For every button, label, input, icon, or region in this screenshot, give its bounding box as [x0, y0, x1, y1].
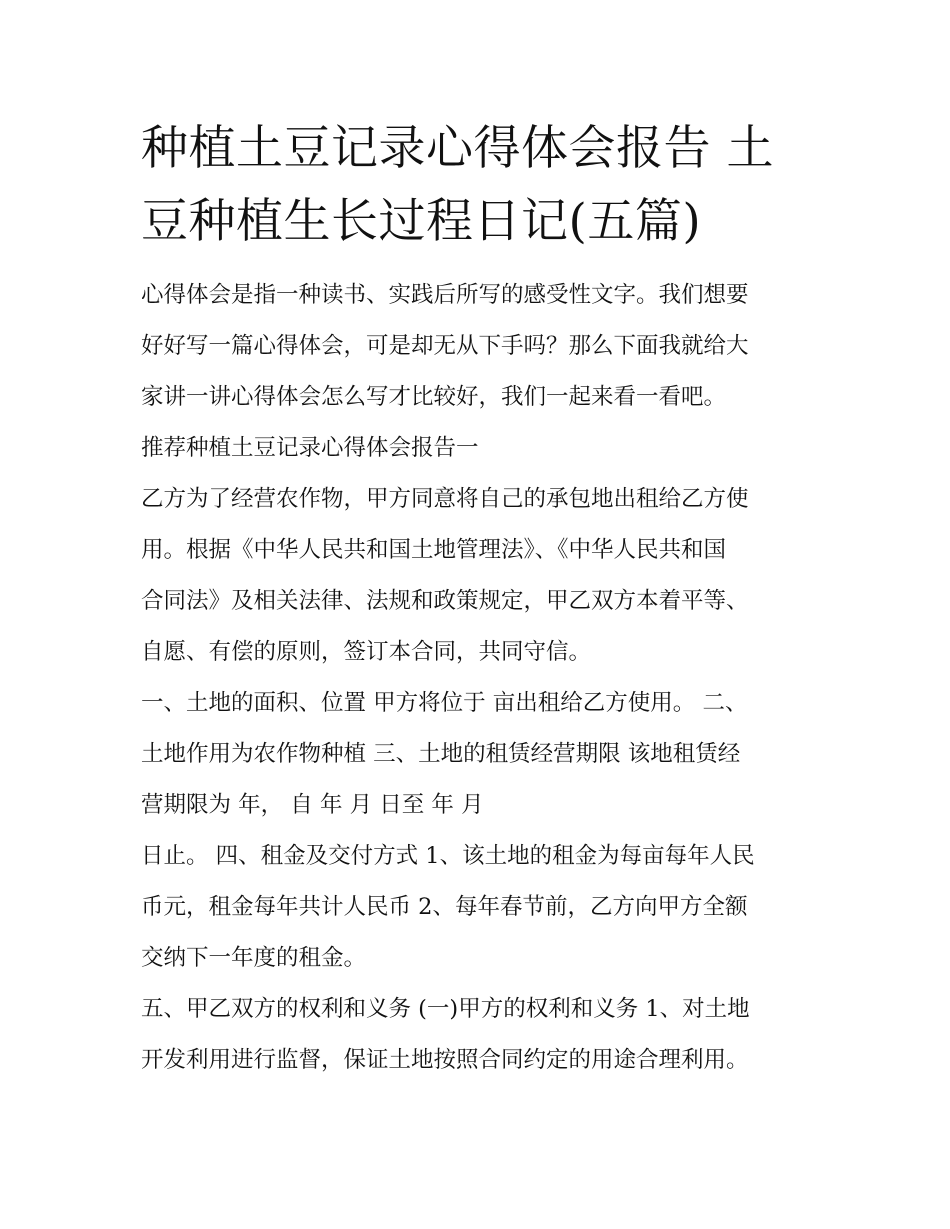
text-line: 营期限为 年， 自 年 月 日至 年 月	[141, 792, 484, 818]
text-line: 开发利用进行监督，保证土地按照合同约定的用途合理利用。	[141, 1047, 749, 1073]
text-line: 日止。 四、租金及交付方式 1、该土地的租金为每亩每年人民	[141, 843, 755, 869]
text-line: 推荐种植土豆记录心得体会报告一	[141, 435, 479, 461]
document-page	[141, 112, 813, 1086]
text-line: 好好写一篇心得体会，可是却无从下手吗？那么下面我就给大	[141, 333, 749, 359]
contract-paragraph-4	[141, 984, 813, 1086]
title-line: 豆种植生长过程日记(五篇)	[141, 194, 702, 249]
intro-paragraph	[141, 270, 813, 423]
text-line: 交纳下一年度的租金。	[141, 945, 367, 971]
title-line: 种植土豆记录心得体会报告 土	[141, 121, 774, 176]
contract-paragraph-1	[141, 474, 813, 678]
text-line: 心得体会是指一种读书、实践后所写的感受性文字。我们想要	[141, 282, 749, 308]
text-line: 乙方为了经营农作物，甲方同意将自己的承包地出租给乙方使	[141, 486, 749, 512]
text-line: 土地作用为农作物种植 三、土地的租赁经营期限 该地租赁经	[141, 741, 741, 767]
contract-paragraph-2	[141, 678, 813, 831]
text-line: 家讲一讲心得体会怎么写才比较好，我们一起来看一看吧。	[141, 384, 727, 410]
text-line: 一、土地的面积、位置 甲方将位于 亩出租给乙方使用。 二、	[141, 690, 748, 716]
text-line: 五、甲乙双方的权利和义务 (一)甲方的权利和义务 1、对土地	[141, 996, 750, 1022]
section-heading	[141, 423, 813, 474]
text-line: 币元，租金每年共计人民币 2、每年春节前，乙方向甲方全额	[141, 894, 748, 920]
text-line: 用。根据《中华人民共和国土地管理法》、《中华人民共和国	[141, 537, 727, 563]
contract-paragraph-3	[141, 831, 813, 984]
text-line: 合同法》及相关法律、法规和政策规定，甲乙双方本着平等、	[141, 588, 749, 614]
document-title	[141, 112, 813, 258]
text-line: 自愿、有偿的原则，签订本合同，共同守信。	[141, 639, 592, 665]
